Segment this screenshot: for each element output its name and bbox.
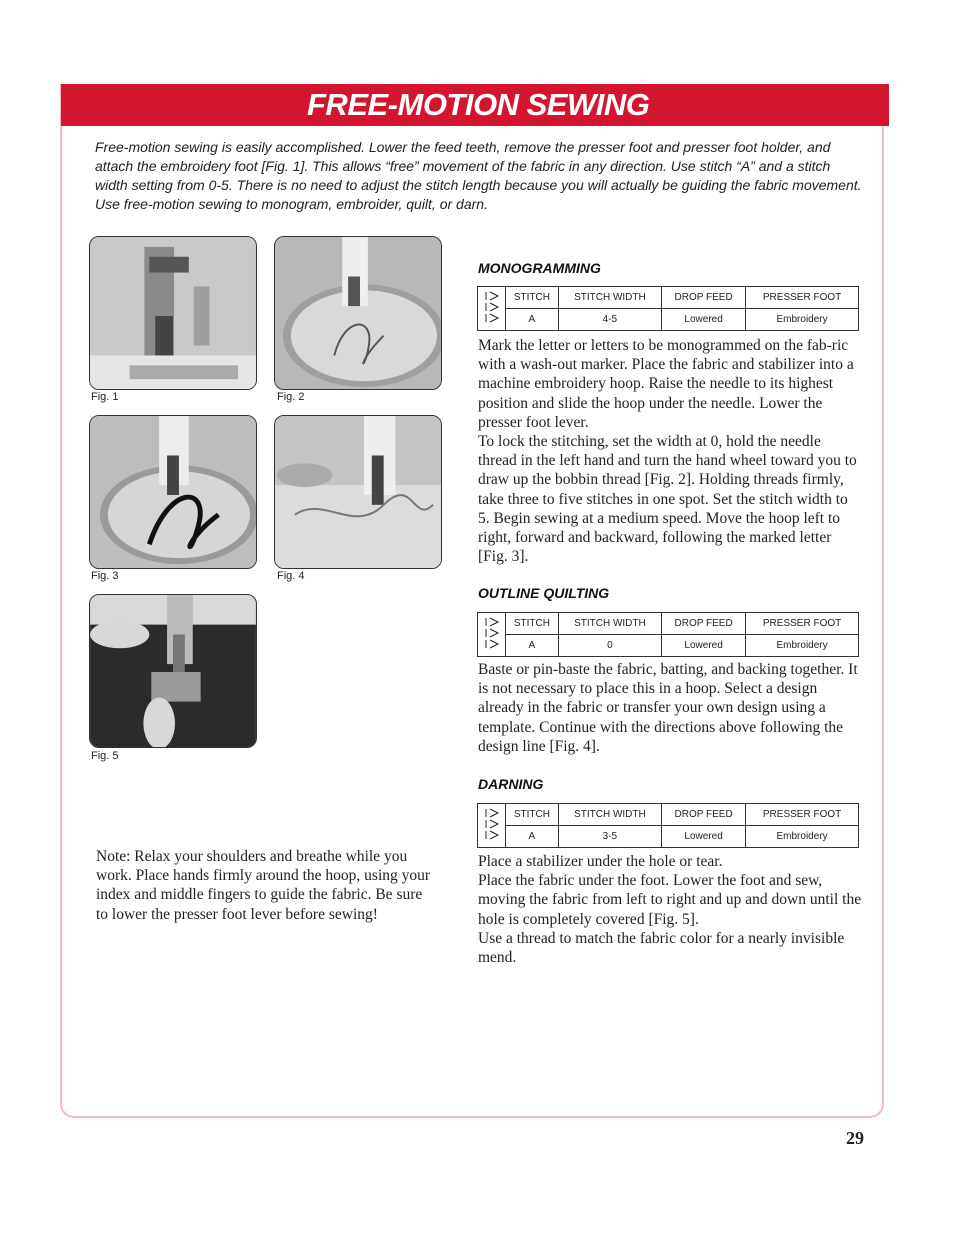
outline-quilting-heading: OUTLINE QUILTING — [478, 585, 610, 601]
figure-3-image — [89, 415, 257, 569]
monogramming-settings-table — [477, 286, 859, 331]
value-drop-feed: Lowered — [662, 826, 746, 848]
value-presser-foot: Embroidery — [746, 635, 859, 657]
header-presser-foot: PRESSER FOOT — [746, 613, 859, 635]
paragraph: To lock the stitching, set the width at 0, hold the needle thread in the left hand and turn the hand wheel toward you to draw up the bobbin thread [Fig. 2]. Holding threads firmly, take three to five stitches in one spot. Set the stitch width to 5. Begin sewing at a medium speed. Move the hoop left to right, forward and backward, following the marked letter [Fig. 3]. — [478, 433, 857, 566]
figure-1-caption: Fig. 1 — [91, 391, 119, 403]
paragraph: Baste or pin-baste the fabric, batting, and backing together. It is not necessary to place this in a hoop. Select a design already in the fabric or transfer your own design using a template. Continue with the directions above following the design line [Fig. 4]. — [478, 661, 858, 755]
stitch-a-icon — [478, 804, 506, 848]
darning-text — [478, 852, 863, 967]
header-stitch: STITCH — [506, 287, 559, 309]
header-stitch-width: STITCH WIDTH — [558, 804, 661, 826]
darning-heading: DARNING — [478, 776, 544, 792]
figure-5-image — [89, 594, 257, 748]
paragraph: Place the fabric under the foot. Lower the foot and sew, moving the fabric from left to right and up and down until the hole is completely covered [Fig. 5]. — [478, 872, 862, 928]
header-presser-foot: PRESSER FOOT — [746, 804, 859, 826]
header-drop-feed: DROP FEED — [662, 613, 746, 635]
paragraph: Place a stabilizer under the hole or tear. — [478, 853, 723, 870]
monogramming-heading: MONOGRAMMING — [478, 260, 601, 276]
value-stitch: A — [506, 309, 559, 331]
figure-4-caption: Fig. 4 — [277, 570, 305, 582]
figure-3-caption: Fig. 3 — [91, 570, 119, 582]
darning-settings-table — [477, 803, 859, 848]
header-drop-feed: DROP FEED — [662, 287, 746, 309]
value-stitch: A — [506, 826, 559, 848]
value-drop-feed: Lowered — [662, 635, 746, 657]
intro-paragraph: Free-motion sewing is easily accomplished. Lower the feed teeth, remove the presser foot and presser foot holder, and attach the embroidery foot [Fig. 1]. This allows “free” movement of the fabric in any direction. Use stitch “A” and a stitch width setting from 0-5. There is no need to adjust the stitch length because you will actually be guiding the fabric movement. Use free-motion sewing to monogram, embroider, quilt, or darn. — [95, 139, 862, 212]
value-drop-feed: Lowered — [662, 309, 746, 331]
value-stitch-width: 0 — [558, 635, 661, 657]
outline-quilting-text — [478, 660, 863, 756]
paragraph: Use a thread to match the fabric color for a nearly invisible mend. — [478, 929, 845, 967]
header-stitch-width: STITCH WIDTH — [558, 287, 661, 309]
title-banner — [61, 84, 889, 126]
outline-quilting-settings-table — [477, 612, 859, 657]
value-stitch-width: 3-5 — [558, 826, 661, 848]
value-presser-foot: Embroidery — [746, 826, 859, 848]
figure-1-image — [89, 236, 257, 390]
stitch-a-icon — [478, 613, 506, 657]
header-drop-feed: DROP FEED — [662, 804, 746, 826]
value-presser-foot: Embroidery — [746, 309, 859, 331]
monogramming-text — [478, 336, 863, 566]
stitch-a-icon — [478, 287, 506, 331]
value-stitch-width: 4-5 — [558, 309, 661, 331]
figure-4-image — [274, 415, 442, 569]
figure-2-image — [274, 236, 442, 390]
header-stitch: STITCH — [506, 804, 559, 826]
figure-2-caption: Fig. 2 — [277, 391, 305, 403]
header-stitch: STITCH — [506, 613, 559, 635]
note-text: Note: Relax your shoulders and breathe while you work. Place hands firmly around the hoop, using your index and middle fingers to guide the fabric. Be sure to lower the presser foot lever before sewing! — [96, 848, 431, 923]
header-stitch-width: STITCH WIDTH — [558, 613, 661, 635]
paragraph: Mark the letter or letters to be monogrammed on the fab-ric with a wash-out marker. Place the fabric and stabilizer into a machine embroidery hoop. Raise the needle to its highest position and slide the hoop under the needle. Lower the presser foot lever. — [478, 337, 854, 431]
value-stitch: A — [506, 635, 559, 657]
page-title: FREE-MOTION SEWING — [307, 87, 650, 122]
figure-5-caption: Fig. 5 — [91, 750, 119, 762]
header-presser-foot: PRESSER FOOT — [746, 287, 859, 309]
page-number: 29 — [846, 1128, 864, 1148]
